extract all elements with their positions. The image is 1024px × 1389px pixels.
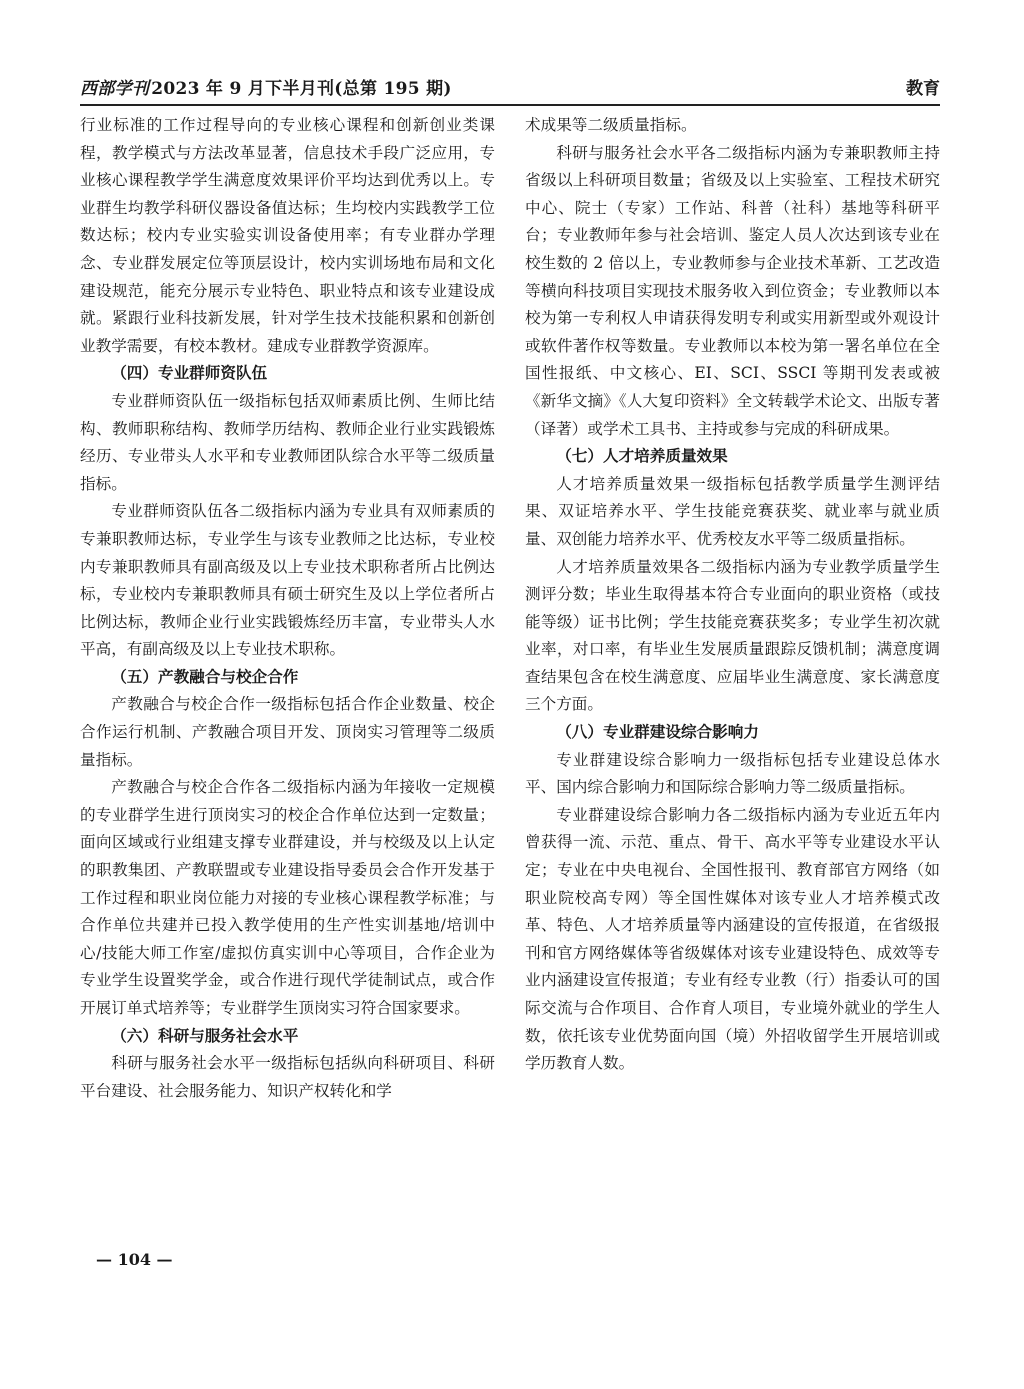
section-heading: （五）产教融合与校企合作 (111, 667, 299, 686)
paragraph: 专业群师资队伍一级指标包括双师素质比例、生师比结构、教师职称结构、教师学历结构、教师企业行业实践锻炼经历、专业带头人水平和专业教师团队综合水平等二级质量指标。 (80, 391, 495, 493)
issue-info: 2023 年 9 月下半月刊(总第 195 期) (151, 79, 452, 99)
paragraph: 人才培养质量效果各二级指标内涵为专业教学质量学生测评分数；毕业生取得基本符合专业面向的职业资格（或技能等级）证书比例；学生技能竞赛获奖多；专业学生初次就业率，对口率，有毕业生发展质量跟踪反馈机制；满意度调查结果包含在校生满意度、应届毕业生满意度、家长满意度三个方面。 (525, 557, 940, 714)
section-heading: （七）人才培养质量效果 (556, 447, 728, 466)
paragraph: 专业群师资队伍各二级指标内涵为专业具有双师素质的专兼职教师达标，专业学生与该专业教师之比达标，专业校内专兼职教师具有副高级及以上专业技术职称者所占比例达标，专业校内专兼职教师具有硕士研究生及以上学位者所占比例达标，教师企业行业实践锻炼经历丰富，专业带头人水平高，有副高级及以上专业技术职称。 (80, 502, 495, 659)
paragraph: 专业群建设综合影响力各二级指标内涵为专业近五年内曾获得一流、示范、重点、骨干、高水平等专业建设水平认定；专业在中央电视台、全国性报刊、教育部官方网络（如职业院校高专网）等全国性媒体对该专业人才培养模式改革、特色、人才培养质量等内涵建设的宣传报道，在省级报刊和官方网络媒体等省级媒体对该专业建设特色、成效等专业内涵建设宣传报道；专业有经专业教（行）指委认可的国际交流与合作项目、合作育人项目，专业境外就业的学生人数，依托该专业优势面向国（境）外招收留学生开展培训或学历教育人数。 (525, 805, 940, 1073)
section-label: 教育 (906, 79, 940, 99)
paragraph: 产教融合与校企合作一级指标包括合作企业数量、校企合作运行机制、产教融合项目开发、顶岗实习管理等二级质量指标。 (80, 695, 495, 769)
section-heading: （六）科研与服务社会水平 (111, 1026, 299, 1045)
paragraph: 人才培养质量效果一级指标包括教学质量学生测评结果、双证培养水平、学生技能竞赛获奖、就业率与就业质量、双创能力培养水平、优秀校友水平等二级质量指标。 (525, 474, 940, 548)
page-number: — 104 — (96, 1250, 173, 1269)
left-column (80, 112, 495, 1105)
journal-logo: 西部学刊 (80, 79, 150, 99)
section-heading: （四）专业群师资队伍 (111, 364, 268, 383)
paragraph: 行业标准的工作过程导向的专业核心课程和创新创业类课程，教学模式与方法改革显著，信息技术手段广泛应用，专业核心课程教学学生满意度效果评价平均达到优秀以上。专业群生均教学科研仪器设备值达标；生均校内实践教学工位数达标；校内专业实验实训设备使用率；有专业群办学理念、专业群发展定位等顶层设计，校内实训场地布局和文化建设规范，能充分展示专业特色、职业特点和该专业建设成就。紧跟行业科技新发展，针对学生技术技能积累和创新创业教学需要，有校本教材。建成专业群教学资源库。 (80, 116, 495, 355)
paragraph: 专业群建设综合影响力一级指标包括专业建设总体水平、国内综合影响力和国际综合影响力等二级质量指标。 (525, 750, 940, 797)
section-heading: （八）专业群建设综合影响力 (556, 723, 759, 742)
paragraph: 科研与服务社会水平各二级指标内涵为专兼职教师主持省级以上科研项目数量；省级及以上实验室、工程技术研究中心、院士（专家）工作站、科普（社科）基地等科研平台；专业教师年参与社会培训、鉴定人员人次达到该专业在校生数的 2 倍以上，专业教师参与企业技术革新、工艺改造等横向科技项目实现技术服务收入到位资金；专业教师以本校为第一专利权人申请获得发明专利或实用新型或外观设计或软件著作权等数量。专业教师以本校为第一署名单位在全国性报纸、中文核心、EI、SCI、SSCI 等期刊发表或被《新华文摘》《人大复印资料》全文转载学术论文、出版专著（译著）或学术工具书、主持或参与完成的科研成果。 (525, 143, 940, 438)
running-header (80, 70, 940, 106)
paragraph: 科研与服务社会水平一级指标包括纵向科研项目、科研平台建设、社会服务能力、知识产权转化和学 (80, 1054, 495, 1100)
journal-masthead (80, 74, 452, 99)
paragraph: 术成果等二级质量指标。 (525, 116, 697, 134)
paragraph: 产教融合与校企合作各二级指标内涵为年接收一定规模的专业群学生进行顶岗实习的校企合作单位达到一定数量；面向区域或行业组建支撑专业群建设，并与校级及以上认定的职教集团、产教联盟或专业建设指导委员会合作开发基于工作过程和职业岗位能力对接的专业核心课程教学标准；与合作单位共建并已投入教学使用的生产性实训基地/培训中心/技能大师工作室/虚拟仿真实训中心等项目，合作企业为专业学生设置奖学金，或合作进行现代学徒制试点，或合作开展订单式培养等；专业群学生顶岗实习符合国家要求。 (80, 778, 495, 1017)
right-column (525, 112, 940, 1078)
